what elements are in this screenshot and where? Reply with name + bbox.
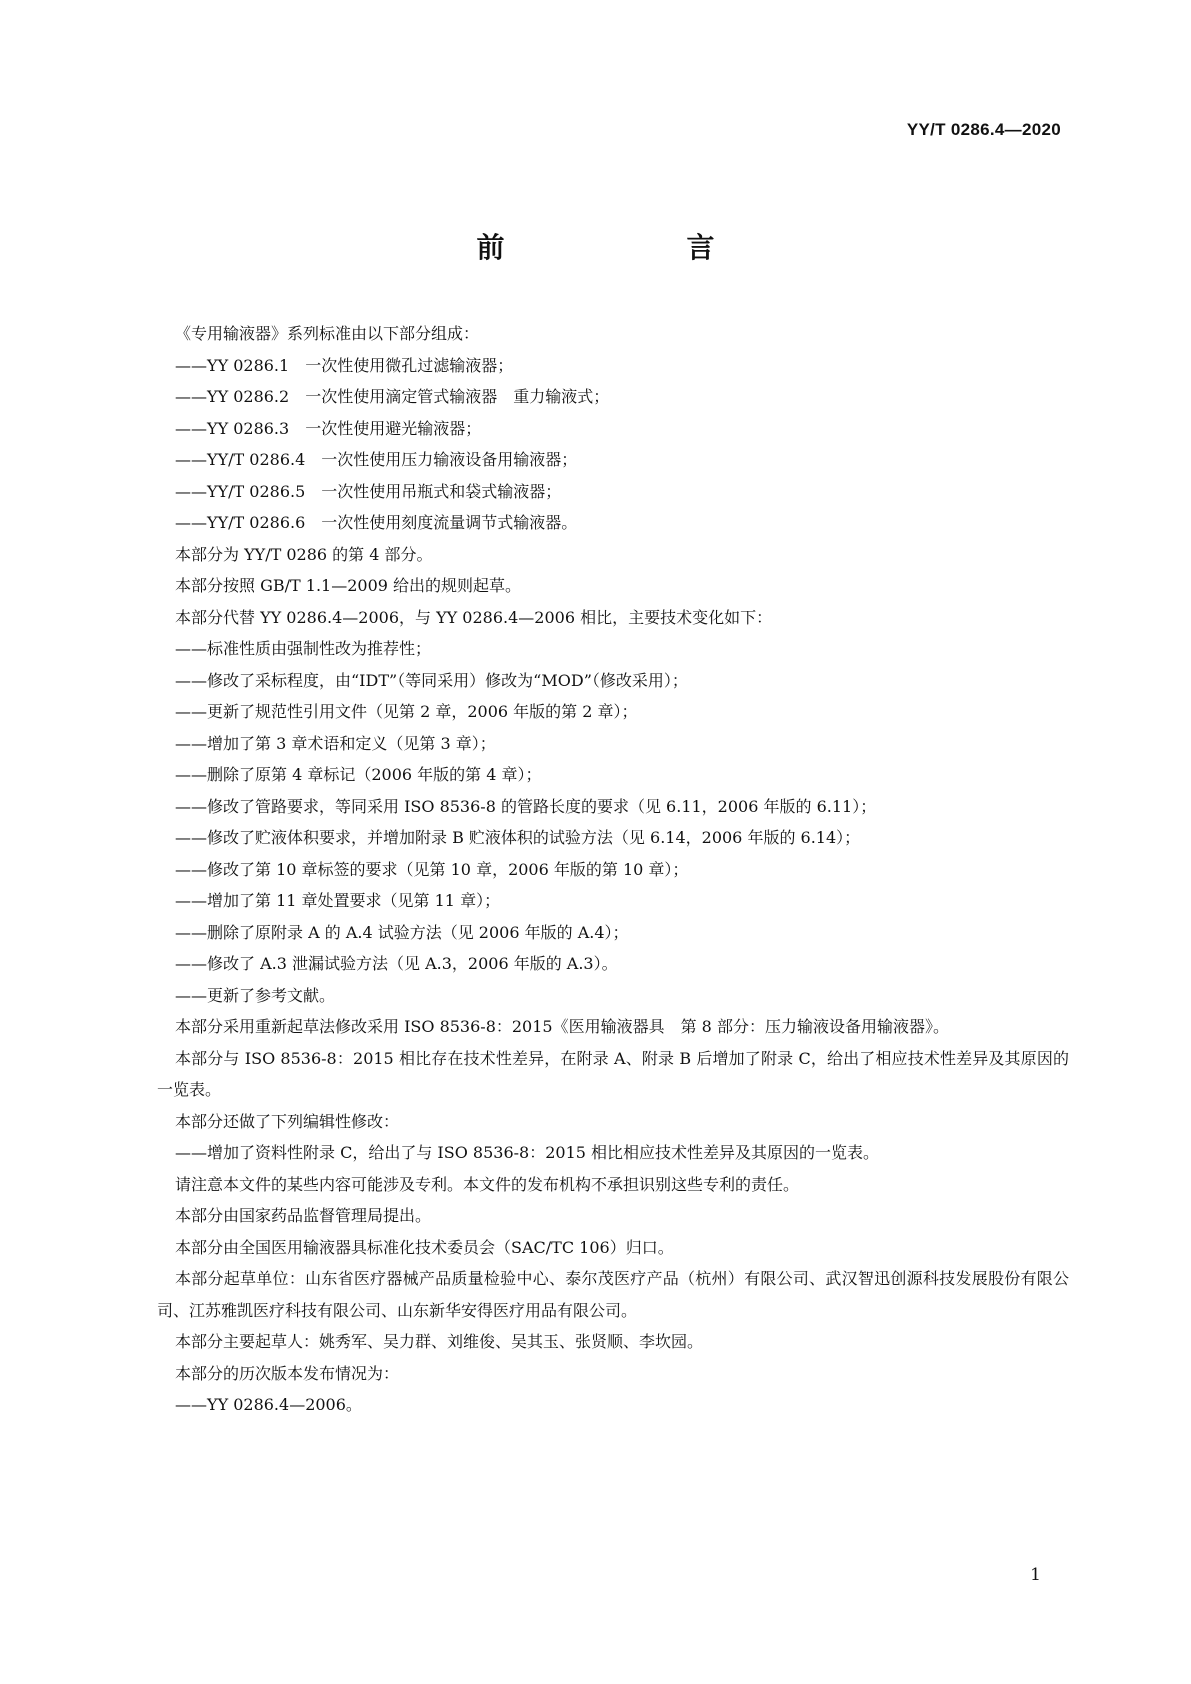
change-item: ——增加了第 3 章术语和定义（见第 3 章）； [175,733,496,753]
page-number: 1 [1030,1565,1041,1585]
change-item: ——增加了第 11 章处置要求（见第 11 章）； [175,891,501,910]
adoption-paragraph: 本部分采用重新起草法修改采用 ISO 8536-8：2015《医用输液器具 第 8 部分：压力输液设备用输液器》。 [175,1017,949,1036]
replaces-paragraph: 本部分代替 YY 0286.4—2006，与 YY 0286.4—2006 相比，主要技术变化如下： [175,607,773,627]
change-item: ——标准性质由强制性改为推荐性； [175,639,432,658]
change-item: ——修改了 A.3 泄漏试验方法（见 A.3，2006 年版的 A.3）。 [175,954,618,973]
editorial-item: ——增加了资料性附录 C，给出了与 ISO 8536-8：2015 相比相应技术性差异及其原因的一览表。 [175,1143,880,1162]
change-item: ——修改了贮液体积要求，并增加附录 B 贮液体积的试验方法（见 6.14，2006 年版的 6.14）； [175,828,861,847]
change-item: ——修改了采标程度，由“IDT”（等同采用）修改为“MOD”（修改采用）； [175,670,688,690]
centralized-paragraph: 本部分由全国医用输液器具标准化技术委员会（SAC/TC 106）归口。 [175,1237,674,1257]
part-of-paragraph: 本部分为 YY/T 0286 的第 4 部分。 [175,544,433,564]
drafting-units-paragraph: 本部分起草单位：山东省医疗器械产品质量检验中心、泰尔茂医疗产品（杭州）有限公司、武汉智迅创源科技发展股份有限公司、江苏雅凯医疗科技有限公司、山东新华安得医疗用品有限公司。 [157,1269,1069,1320]
change-item: ——更新了参考文献。 [175,985,336,1005]
drafters-paragraph: 本部分主要起草人：姚秀军、吴力群、刘维俊、吴其玉、张贤顺、李坎园。 [175,1332,704,1351]
change-item: ——删除了原附录 A 的 A.4 试验方法（见 2006 年版的 A.4）； [175,922,629,942]
part-item: ——YY/T 0286.6 一次性使用刻度流量调节式输液器。 [175,513,578,532]
change-item: ——修改了管路要求，等同采用 ISO 8536-8 的管路长度的要求（见 6.11，2006 年版的 6.11）； [175,796,877,816]
part-item: ——YY/T 0286.5 一次性使用吊瓶式和袋式输液器； [175,481,562,501]
document-code: YY/T 0286.4—2020 [906,120,1061,139]
part-item: ——YY 0286.1 一次性使用微孔过滤输液器； [175,355,514,375]
proposed-by-paragraph: 本部分由国家药品监督管理局提出。 [175,1206,432,1225]
change-item: ——更新了规范性引用文件（见第 2 章，2006 年版的第 2 章）； [175,702,638,721]
patent-paragraph: 请注意本文件的某些内容可能涉及专利。本文件的发布机构不承担识别这些专利的责任。 [175,1174,800,1194]
history-paragraph: 本部分的历次版本发布情况为： [175,1363,400,1383]
differences-paragraph: 本部分与 ISO 8536-8：2015 相比存在技术性差异，在附录 A、附录 B 后增加了附录 C，给出了相应技术性差异及其原因的一览表。 [157,1048,1069,1099]
intro-paragraph: 《专用输液器》系列标准由以下部分组成： [175,324,480,343]
editorial-paragraph: 本部分还做了下列编辑性修改： [175,1111,400,1131]
change-item: ——删除了原第 4 章标记（2006 年版的第 4 章）； [175,765,542,784]
drafting-rules-paragraph: 本部分按照 GB/T 1.1—2009 给出的规则起草。 [175,576,522,595]
part-item: ——YY/T 0286.4 一次性使用压力输液设备用输液器； [175,450,578,469]
history-item: ——YY 0286.4—2006。 [175,1395,362,1414]
page-title: 前 言 [476,231,757,264]
part-item: ——YY 0286.3 一次性使用避光输液器； [175,418,482,438]
change-item: ——修改了第 10 章标签的要求（见第 10 章，2006 年版的第 10 章）； [175,859,689,879]
part-item: ——YY 0286.2 一次性使用滴定管式输液器 重力输液式； [175,387,610,406]
foreword-body [157,318,1069,1421]
